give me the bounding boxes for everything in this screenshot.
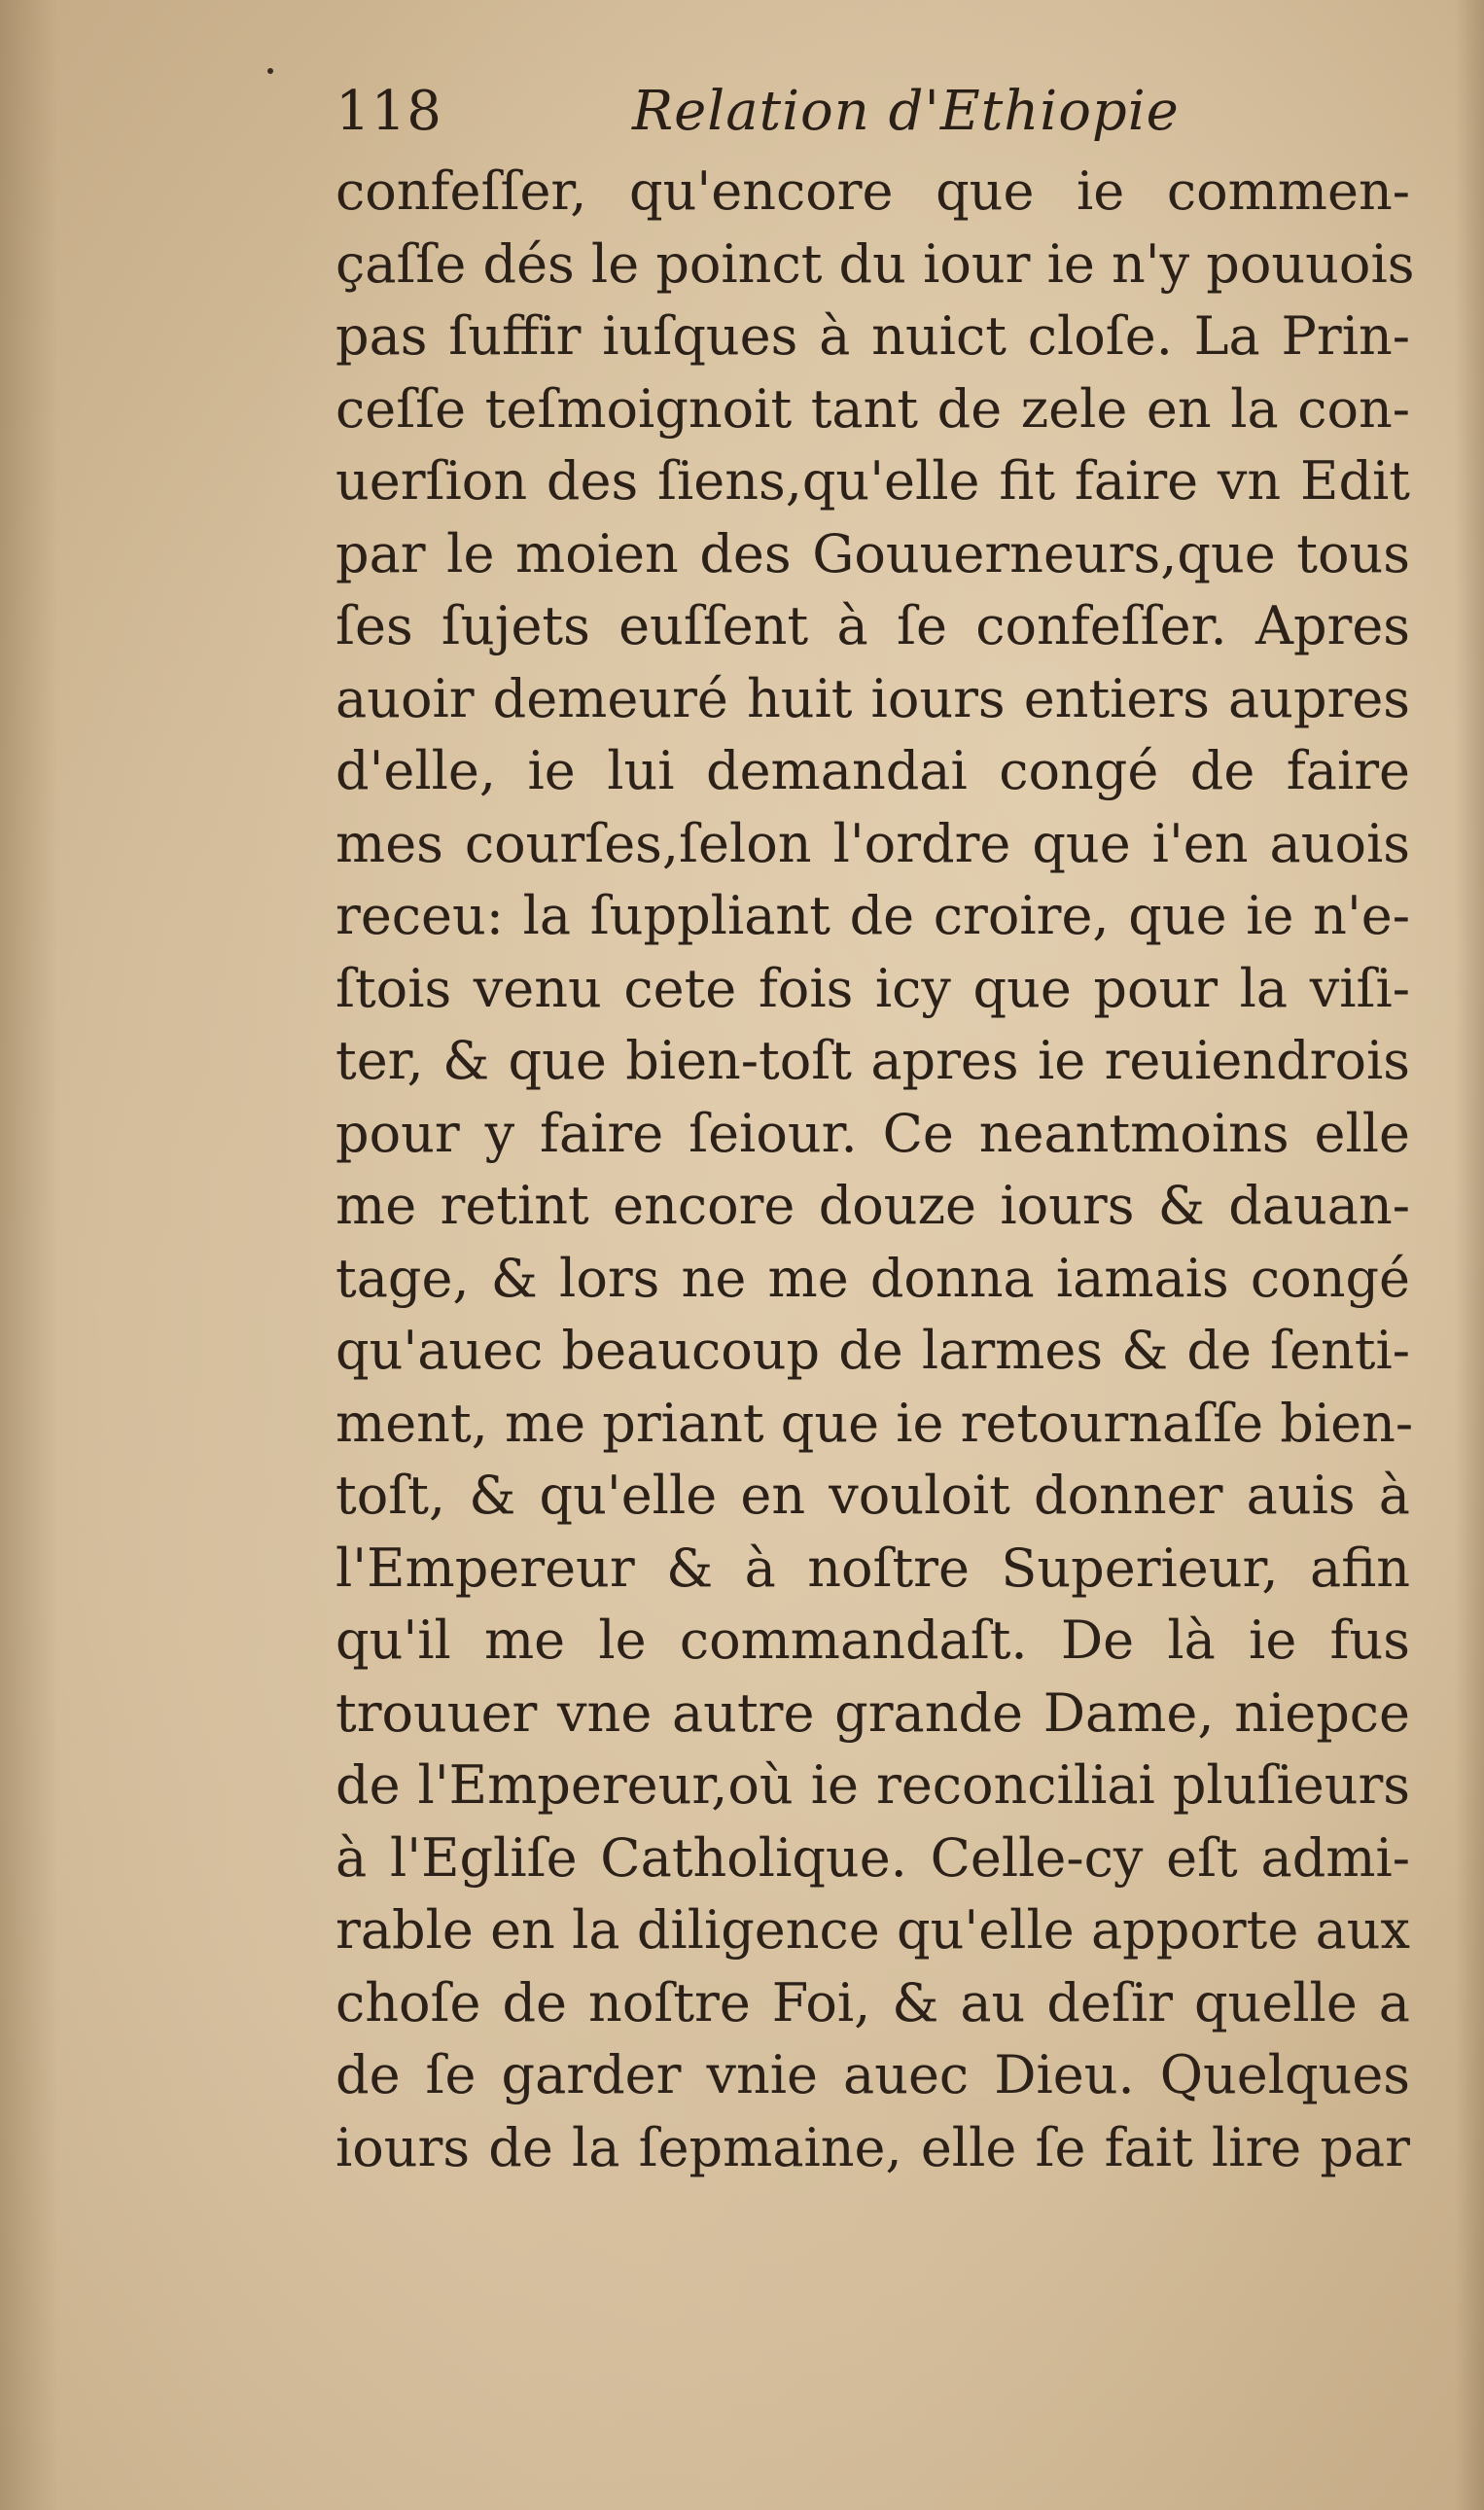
text-line: de l'Empereur,où ie reconciliai pluſieurs xyxy=(336,1754,1410,1816)
text-line: qu'auec beaucoup de larmes & de ſenti- xyxy=(336,1320,1410,1381)
text-line: toſt, & qu'elle en vouloit donner auis à xyxy=(336,1465,1410,1526)
text-line: mes courſes,ſelon l'ordre que i'en auois xyxy=(336,812,1410,874)
text-line: receu: la ſuppliant de croire, que ie n'e- xyxy=(336,885,1410,946)
text-line: tage, & lors ne me donna iamais congé xyxy=(336,1247,1410,1309)
text-line: l'Empereur & à noſtre Superieur, afin xyxy=(336,1537,1410,1599)
text-line: auoir demeuré huit iours entiers aupres xyxy=(336,667,1410,729)
page-number: 118 xyxy=(336,80,442,143)
text-line: çaſſe dés le poinct du iour ie n'y pouuois xyxy=(336,232,1415,295)
body-text xyxy=(336,156,1415,2184)
text-line: iours de la ſepmaine, elle ſe fait lire par xyxy=(336,2116,1410,2178)
page-gutter-shadow xyxy=(0,0,58,2510)
text-line: pour y faire ſeiour. Ce neantmoins elle xyxy=(336,1102,1410,1164)
text-line: choſe de noſtre Foi, & au deſir quelle a xyxy=(336,1971,1410,2033)
text-line: uerſion des ſiens,qu'elle fit faire vn Edit xyxy=(336,450,1410,512)
running-title: Relation d'Ethiopie xyxy=(632,80,1180,143)
text-line: ſtois venu cete fois icy que pour la viſi- xyxy=(336,957,1410,1019)
text-line: d'elle, ie lui demandai congé de faire xyxy=(336,740,1410,801)
text-line: à l'Egliſe Catholique. Celle-cy eſt admi- xyxy=(336,1826,1410,1889)
ink-speck xyxy=(267,68,273,74)
text-line: rable en la diligence qu'elle apporte aux xyxy=(336,1899,1410,1961)
text-line: ter, & que bien-toſt apres ie reuiendrois xyxy=(336,1030,1410,1091)
text-line: pas ſuffir iuſques à nuict cloſe. La Prin- xyxy=(336,305,1410,367)
text-line: me retint encore douze iours & dauan- xyxy=(336,1175,1410,1236)
text-line: ceſſe teſmoignoit tant de zele en la con- xyxy=(336,377,1410,440)
text-line: trouuer vne autre grande Dame, niepce xyxy=(336,1681,1410,1744)
text-line: ment, me priant que ie retournaſſe bien- xyxy=(336,1392,1414,1454)
text-line: qu'il me le commandaſt. De là ie fus xyxy=(336,1609,1410,1671)
text-line: confeſſer, qu'encore que ie commen- xyxy=(336,160,1410,222)
text-line: de ſe garder vnie auec Dieu. Quelques xyxy=(336,2044,1410,2105)
text-line: ſes ſujets euſſent à ſe confeſſer. Apres xyxy=(336,595,1410,656)
page-header xyxy=(336,80,1405,158)
page-edge-shadow xyxy=(1455,0,1484,2510)
text-line: par le moien des Gouuerneurs,que tous xyxy=(336,522,1410,584)
